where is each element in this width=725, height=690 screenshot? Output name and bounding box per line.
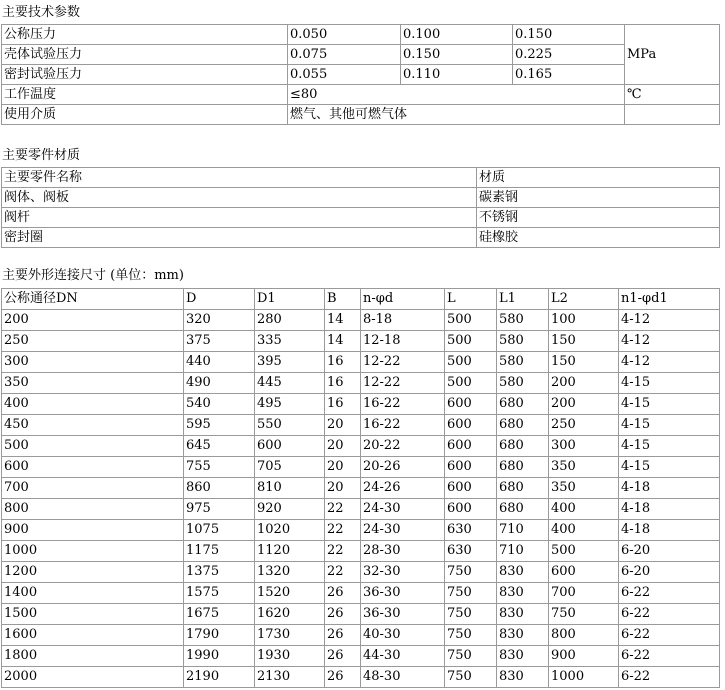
cell-d1: 1120: [255, 541, 325, 562]
cell-l1: 710: [497, 520, 549, 541]
cell-b: 26: [325, 604, 361, 625]
cell-n-phi-d: 36-30: [361, 604, 445, 625]
table-row: [2, 25, 720, 45]
table-row: [2, 562, 720, 583]
cell-l: 750: [445, 562, 497, 583]
cell-b: 20: [325, 436, 361, 457]
part-material: 硅橡胶: [477, 228, 720, 248]
cell-n-phi-d: 24-26: [361, 478, 445, 499]
cell-d: 1575: [184, 583, 255, 604]
cell-l: 500: [445, 373, 497, 394]
cell-l: 750: [445, 646, 497, 667]
cell-d: 1675: [184, 604, 255, 625]
cell-d1: 600: [255, 436, 325, 457]
table-row: [2, 583, 720, 604]
cell-d1: 280: [255, 310, 325, 331]
cell-n-phi-d: 44-30: [361, 646, 445, 667]
cell-n1-phi-d1: 4-18: [619, 520, 720, 541]
table-row: [2, 331, 720, 352]
header-cell-d1: D1: [255, 289, 325, 310]
header-cell-n1-phi-d1: n1-φd1: [619, 289, 720, 310]
cell-l: 600: [445, 394, 497, 415]
cell-l1: 830: [497, 583, 549, 604]
cell-d1: 1520: [255, 583, 325, 604]
materials-table: [1, 167, 720, 248]
cell-l: 600: [445, 436, 497, 457]
temp-label: 工作温度: [2, 85, 288, 105]
cell-l2: 150: [549, 352, 619, 373]
cell-d1: 2130: [255, 667, 325, 688]
cell-l2: 100: [549, 310, 619, 331]
cell-n1-phi-d1: 6-22: [619, 583, 720, 604]
cell-n-phi-d: 8-18: [361, 310, 445, 331]
dimensions-table: [1, 288, 720, 688]
header-cell-l: L: [445, 289, 497, 310]
cell-l2: 350: [549, 457, 619, 478]
cell-b: 26: [325, 646, 361, 667]
cell-n1-phi-d1: 4-12: [619, 310, 720, 331]
cell-l: 750: [445, 583, 497, 604]
param-value: 0.150: [513, 25, 625, 45]
cell-dn: 900: [2, 520, 184, 541]
cell-l1: 680: [497, 415, 549, 436]
cell-l: 500: [445, 310, 497, 331]
cell-l1: 830: [497, 667, 549, 688]
cell-dn: 1000: [2, 541, 184, 562]
table-row: [2, 65, 720, 85]
cell-l2: 750: [549, 604, 619, 625]
cell-n-phi-d: 36-30: [361, 583, 445, 604]
cell-l: 750: [445, 667, 497, 688]
cell-n-phi-d: 32-30: [361, 562, 445, 583]
cell-d1: 920: [255, 499, 325, 520]
cell-l: 750: [445, 604, 497, 625]
cell-n-phi-d: 24-30: [361, 499, 445, 520]
table-row: [2, 667, 720, 688]
tech-params-title: 主要技术参数: [2, 5, 81, 20]
cell-l2: 800: [549, 625, 619, 646]
cell-d: 755: [184, 457, 255, 478]
cell-dn: 600: [2, 457, 184, 478]
cell-n1-phi-d1: 6-20: [619, 562, 720, 583]
part-name: 阀杆: [2, 208, 477, 228]
cell-n1-phi-d1: 4-15: [619, 436, 720, 457]
cell-d1: 1020: [255, 520, 325, 541]
cell-dn: 1800: [2, 646, 184, 667]
cell-d: 490: [184, 373, 255, 394]
cell-dn: 400: [2, 394, 184, 415]
cell-b: 20: [325, 457, 361, 478]
cell-l1: 830: [497, 604, 549, 625]
cell-n1-phi-d1: 6-22: [619, 625, 720, 646]
param-value: 0.100: [401, 25, 513, 45]
cell-b: 22: [325, 541, 361, 562]
cell-l1: 580: [497, 352, 549, 373]
cell-l2: 350: [549, 478, 619, 499]
cell-d: 440: [184, 352, 255, 373]
cell-b: 20: [325, 478, 361, 499]
cell-d: 595: [184, 415, 255, 436]
header-cell-l1: L1: [497, 289, 549, 310]
cell-dn: 450: [2, 415, 184, 436]
cell-n1-phi-d1: 4-15: [619, 415, 720, 436]
table-row: [2, 105, 720, 125]
cell-n1-phi-d1: 6-22: [619, 667, 720, 688]
param-value: 0.110: [401, 65, 513, 85]
cell-dn: 700: [2, 478, 184, 499]
cell-dn: 200: [2, 310, 184, 331]
table-row: [2, 352, 720, 373]
cell-l1: 710: [497, 541, 549, 562]
param-label: 公称压力: [2, 25, 288, 45]
header-cell-b: B: [325, 289, 361, 310]
dimensions-title: 主要外形连接尺寸 (单位：mm): [2, 268, 184, 283]
cell-b: 22: [325, 499, 361, 520]
cell-b: 16: [325, 373, 361, 394]
cell-l2: 400: [549, 520, 619, 541]
tech-params-table: [1, 24, 720, 125]
cell-n-phi-d: 12-22: [361, 373, 445, 394]
cell-n1-phi-d1: 4-15: [619, 373, 720, 394]
table-header-row: [2, 289, 720, 310]
table-row: [2, 415, 720, 436]
cell-dn: 2000: [2, 667, 184, 688]
part-material: 碳素钢: [477, 188, 720, 208]
cell-d: 2190: [184, 667, 255, 688]
cell-l1: 680: [497, 394, 549, 415]
cell-n-phi-d: 20-26: [361, 457, 445, 478]
cell-dn: 500: [2, 436, 184, 457]
cell-l2: 300: [549, 436, 619, 457]
cell-d1: 495: [255, 394, 325, 415]
cell-d1: 1620: [255, 604, 325, 625]
empty-cell: [625, 105, 720, 125]
cell-l1: 830: [497, 562, 549, 583]
cell-l1: 680: [497, 457, 549, 478]
pressure-unit: MPa: [625, 25, 720, 85]
table-row: [2, 228, 720, 248]
cell-n-phi-d: 16-22: [361, 415, 445, 436]
cell-l2: 900: [549, 646, 619, 667]
cell-l1: 580: [497, 310, 549, 331]
header-cell-d: D: [184, 289, 255, 310]
cell-d: 975: [184, 499, 255, 520]
cell-l: 750: [445, 625, 497, 646]
table-row: [2, 625, 720, 646]
table-row: [2, 394, 720, 415]
part-name: 密封圈: [2, 228, 477, 248]
cell-dn: 1600: [2, 625, 184, 646]
cell-d: 1075: [184, 520, 255, 541]
cell-l: 630: [445, 541, 497, 562]
cell-l: 600: [445, 415, 497, 436]
cell-d: 645: [184, 436, 255, 457]
cell-n1-phi-d1: 6-20: [619, 541, 720, 562]
cell-d1: 810: [255, 478, 325, 499]
cell-l1: 680: [497, 499, 549, 520]
cell-b: 16: [325, 352, 361, 373]
cell-dn: 300: [2, 352, 184, 373]
table-row: [2, 541, 720, 562]
cell-n1-phi-d1: 4-12: [619, 352, 720, 373]
cell-d1: 705: [255, 457, 325, 478]
table-row: [2, 208, 720, 228]
cell-d1: 445: [255, 373, 325, 394]
cell-d1: 550: [255, 415, 325, 436]
cell-d1: 1320: [255, 562, 325, 583]
cell-n-phi-d: 28-30: [361, 541, 445, 562]
table-row: [2, 499, 720, 520]
cell-d: 1990: [184, 646, 255, 667]
param-value: 0.050: [288, 25, 401, 45]
header-cell: 材质: [477, 168, 720, 188]
cell-d: 1790: [184, 625, 255, 646]
param-value: 0.225: [513, 45, 625, 65]
table-row: [2, 373, 720, 394]
cell-dn: 350: [2, 373, 184, 394]
temp-value: ≤80: [288, 85, 625, 105]
table-row: [2, 188, 720, 208]
table-row: [2, 457, 720, 478]
cell-n1-phi-d1: 4-15: [619, 457, 720, 478]
table-row: [2, 310, 720, 331]
table-row: [2, 646, 720, 667]
cell-b: 14: [325, 331, 361, 352]
cell-l: 600: [445, 478, 497, 499]
cell-d1: 1930: [255, 646, 325, 667]
medium-value: 燃气、其他可燃气体: [288, 105, 625, 125]
param-value: 0.055: [288, 65, 401, 85]
cell-l2: 200: [549, 373, 619, 394]
cell-dn: 800: [2, 499, 184, 520]
cell-n-phi-d: 20-22: [361, 436, 445, 457]
part-name: 阀体、阀板: [2, 188, 477, 208]
cell-n-phi-d: 40-30: [361, 625, 445, 646]
cell-d: 320: [184, 310, 255, 331]
header-cell-l2: L2: [549, 289, 619, 310]
cell-l1: 830: [497, 646, 549, 667]
cell-l2: 600: [549, 562, 619, 583]
cell-l: 600: [445, 457, 497, 478]
cell-l1: 580: [497, 331, 549, 352]
cell-l1: 680: [497, 478, 549, 499]
cell-d1: 335: [255, 331, 325, 352]
cell-b: 26: [325, 583, 361, 604]
cell-l: 600: [445, 499, 497, 520]
table-row: [2, 604, 720, 625]
cell-b: 16: [325, 394, 361, 415]
param-value: 0.075: [288, 45, 401, 65]
cell-l2: 700: [549, 583, 619, 604]
cell-n1-phi-d1: 6-22: [619, 646, 720, 667]
cell-n1-phi-d1: 6-22: [619, 604, 720, 625]
header-cell: 主要零件名称: [2, 168, 477, 188]
cell-l2: 1000: [549, 667, 619, 688]
cell-b: 14: [325, 310, 361, 331]
cell-dn: 1500: [2, 604, 184, 625]
cell-d: 1375: [184, 562, 255, 583]
cell-b: 22: [325, 520, 361, 541]
cell-b: 26: [325, 625, 361, 646]
param-label: 壳体试验压力: [2, 45, 288, 65]
param-value: 0.165: [513, 65, 625, 85]
cell-n-phi-d: 48-30: [361, 667, 445, 688]
cell-l: 500: [445, 352, 497, 373]
cell-n1-phi-d1: 4-15: [619, 394, 720, 415]
cell-d: 1175: [184, 541, 255, 562]
cell-l1: 680: [497, 436, 549, 457]
cell-n1-phi-d1: 4-12: [619, 331, 720, 352]
cell-n-phi-d: 12-18: [361, 331, 445, 352]
table-row: [2, 45, 720, 65]
cell-n-phi-d: 12-22: [361, 352, 445, 373]
table-row: [2, 436, 720, 457]
table-header-row: [2, 168, 720, 188]
cell-d: 375: [184, 331, 255, 352]
cell-l2: 400: [549, 499, 619, 520]
cell-dn: 1200: [2, 562, 184, 583]
cell-n-phi-d: 24-30: [361, 520, 445, 541]
cell-b: 22: [325, 562, 361, 583]
cell-n1-phi-d1: 4-18: [619, 478, 720, 499]
cell-l2: 200: [549, 394, 619, 415]
medium-label: 使用介质: [2, 105, 288, 125]
cell-l2: 150: [549, 331, 619, 352]
temp-unit: ℃: [625, 85, 720, 105]
cell-dn: 250: [2, 331, 184, 352]
cell-l1: 580: [497, 373, 549, 394]
cell-d1: 1730: [255, 625, 325, 646]
header-cell-n-phi-d: n-φd: [361, 289, 445, 310]
cell-l2: 500: [549, 541, 619, 562]
table-row: [2, 85, 720, 105]
part-material: 不锈钢: [477, 208, 720, 228]
cell-n1-phi-d1: 4-18: [619, 499, 720, 520]
header-cell-dn: 公称通径DN: [2, 289, 184, 310]
cell-d1: 395: [255, 352, 325, 373]
param-value: 0.150: [401, 45, 513, 65]
cell-l: 630: [445, 520, 497, 541]
cell-dn: 1400: [2, 583, 184, 604]
materials-title: 主要零件材质: [2, 148, 81, 163]
table-row: [2, 520, 720, 541]
cell-b: 20: [325, 415, 361, 436]
cell-l1: 830: [497, 625, 549, 646]
cell-n-phi-d: 16-22: [361, 394, 445, 415]
param-label: 密封试验压力: [2, 65, 288, 85]
cell-d: 860: [184, 478, 255, 499]
cell-l: 500: [445, 331, 497, 352]
cell-b: 26: [325, 667, 361, 688]
cell-d: 540: [184, 394, 255, 415]
table-row: [2, 478, 720, 499]
cell-l2: 250: [549, 415, 619, 436]
